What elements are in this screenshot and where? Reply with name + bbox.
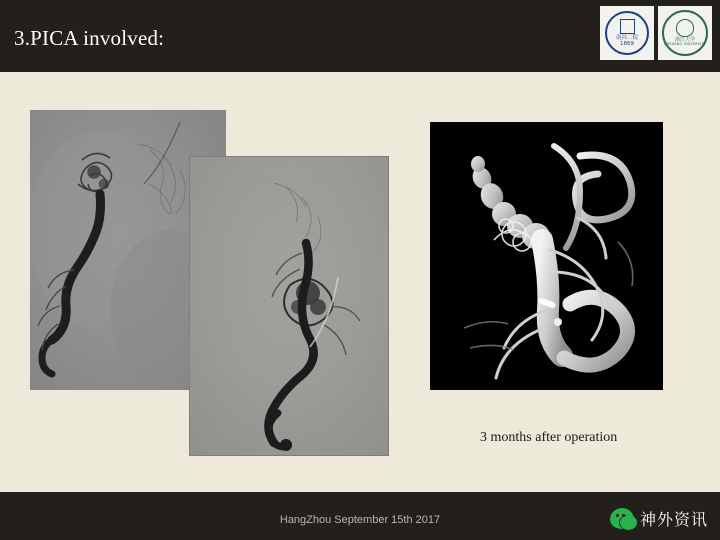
wechat-badge [610,507,708,530]
university-seal-logo [658,6,712,60]
dsa-angiogram-middle-graphic [190,157,389,456]
three-d-reconstruction-right [430,122,663,390]
three-d-reconstruction-graphic [430,122,663,390]
university-crest-icon [676,19,694,37]
page-title: 3.PICA involved: [14,26,165,50]
university-seal-line1: 浙江大学 [674,36,695,43]
hospital-seal-line2: 1869 [620,41,634,47]
wechat-label: 神外资讯 [639,510,708,529]
seal-inner-square [620,19,635,34]
footer-conference-text: HangZhou September 15th 2017 [279,514,441,526]
hospital-seal-logo [600,6,654,60]
wechat-icon [610,508,634,529]
university-seal-line2: ZHEJIANG UNIVERSITY [664,42,706,47]
dsa-angiogram-middle [189,156,389,456]
caption-three-months-after-operation: 3 months after operation [480,430,618,445]
logo-group [600,6,712,60]
hospital-seal-line1: 南昌二院 [615,34,638,41]
